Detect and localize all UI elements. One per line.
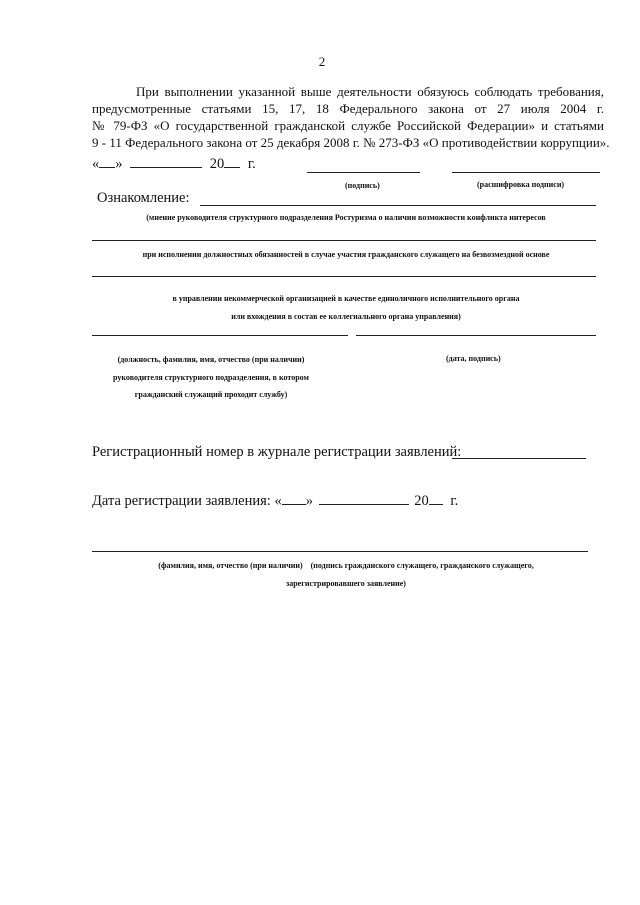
reg-date-open-quote: «: [274, 493, 282, 509]
signature-caption: (подпись): [345, 181, 380, 190]
opinion-caption-line: в управлении некоммерческой организацией в качестве единоличного исполнительного органа: [172, 294, 520, 303]
signature-decode-line[interactable]: [452, 172, 600, 173]
page-number: 2: [318, 54, 326, 69]
signature-line[interactable]: [307, 172, 420, 173]
registration-date-label: Дата регистрации заявления:: [92, 493, 271, 509]
registration-number-label: Регистрационный номер в журнале регистрации заявлений:: [92, 444, 462, 460]
reg-date-year: 20: [414, 493, 429, 509]
month-blank[interactable]: [130, 167, 202, 168]
reg-day-blank[interactable]: [282, 504, 306, 505]
reg-date-year-suffix: г.: [450, 493, 459, 509]
intro-paragraph: [92, 83, 610, 151]
head-date-signature-line[interactable]: [356, 335, 596, 336]
day-blank[interactable]: [99, 167, 115, 168]
registration-number-line[interactable]: [452, 458, 586, 459]
acquaintance-line[interactable]: [200, 205, 596, 206]
intro-line: № 79-ФЗ «О государственной гражданской службе Российской Федерации» и статьями: [92, 118, 604, 133]
head-caption-line: гражданский служащий проходит службу): [134, 390, 288, 399]
intro-line: При выполнении указанной выше деятельности обязуюсь соблюдать требования,: [136, 84, 604, 99]
date-field: [92, 156, 256, 173]
acquaintance-label: Ознакомление:: [97, 190, 190, 206]
date-year-suffix: г.: [247, 156, 256, 172]
reg-date-close-quote: »: [305, 493, 313, 509]
opinion-line[interactable]: [92, 240, 596, 241]
head-caption-line: (должность, фамилия, имя, отчество (при наличии): [117, 355, 305, 364]
registrar-caption-line: зарегистрировавшего заявление): [286, 579, 406, 588]
date-signature-caption: (дата, подпись): [446, 354, 501, 363]
year-blank[interactable]: [224, 167, 240, 168]
signature-decode-caption: (расшифровка подписи): [477, 180, 565, 189]
reg-year-blank[interactable]: [429, 504, 443, 505]
date-year: 20: [209, 156, 225, 172]
date-close-quote: »: [115, 156, 123, 172]
intro-line: предусмотренные статьями 15, 17, 18 Федерального закона от 27 июля 2004 г.: [92, 101, 604, 116]
opinion-caption-line: при исполнении должностных обязанностей в случае участия гражданского служащего на безвозмездной основе: [142, 250, 550, 259]
opinion-caption-line: (мнение руководителя структурного подразделения Ростуризма о наличии возможности конфликта интересов: [146, 213, 546, 222]
registration-date-row: [92, 493, 458, 510]
intro-line: 9 - 11 Федерального закона от 25 декабря 2008 г. № 273-ФЗ «О противодействии коррупции».: [92, 135, 610, 150]
registrar-caption-line: (фамилия, имя, отчество (при наличии) (подпись гражданского служащего, гражданского служащего,: [158, 561, 534, 570]
head-position-line[interactable]: [92, 335, 348, 336]
opinion-line[interactable]: [92, 276, 596, 277]
date-open-quote: «: [92, 156, 100, 172]
registrar-signature-line[interactable]: [92, 551, 588, 552]
head-caption-line: руководителя структурного подразделения, в котором: [113, 373, 309, 382]
reg-month-blank[interactable]: [319, 504, 409, 505]
opinion-caption-line: или вхождения в состав ее коллегиального органа управления): [231, 312, 461, 321]
